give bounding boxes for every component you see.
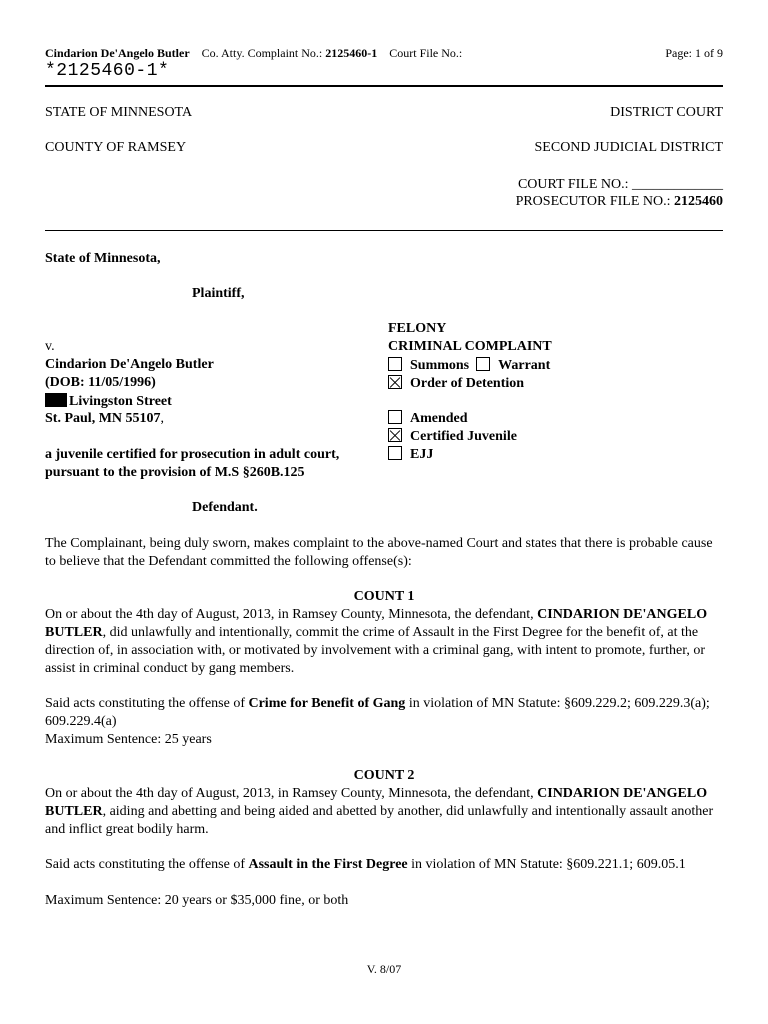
warrant-label: Warrant: [498, 358, 551, 373]
count-2-text-after: , aiding and abetting and being aided and abetted by another, did unlawfully and intentionally assault another and inflict great bodily harm.: [45, 804, 714, 837]
prosecutor-file-value: 2125460: [674, 194, 723, 209]
plaintiff-label: Plaintiff,: [192, 286, 245, 301]
count-2-offense-name: Assault in the First Degree: [248, 857, 408, 872]
plaintiff-name: State of Minnesota,: [45, 251, 161, 266]
zip-comma: ,: [160, 411, 165, 426]
zip-text: , MN 55107: [91, 411, 161, 426]
order-of-detention-checkbox[interactable]: [388, 375, 402, 389]
warrant-checkbox[interactable]: [476, 357, 490, 371]
header-defendant-name: Cindarion De'Angelo Butler: [45, 46, 190, 60]
felony-label: FELONY: [388, 321, 447, 336]
detention-row: [388, 375, 524, 392]
defendant-street: [45, 393, 172, 410]
amended-checkbox[interactable]: [388, 410, 402, 424]
count-1-offense: [45, 695, 725, 731]
count-1-heading: COUNT 1: [353, 589, 415, 604]
certified-juvenile-row: [388, 428, 517, 445]
count-2-heading: COUNT 2: [353, 768, 415, 783]
defendant-dob: (DOB: 11/05/1996): [45, 375, 156, 390]
prosecutor-file-label: PROSECUTOR FILE NO.:: [515, 194, 671, 209]
count-1-body: [45, 606, 725, 678]
barcode-text: *2125460-1*: [45, 61, 170, 81]
caption-rule: [45, 230, 723, 231]
summons-warrant-row: [388, 357, 550, 374]
defendant-label: Defendant.: [192, 500, 258, 515]
count-1-offense-prefix: Said acts constituting the offense of: [45, 696, 249, 711]
amended-row: [388, 410, 468, 427]
caption-district: SECOND JUDICIAL DISTRICT: [534, 140, 723, 155]
header-complaint-number: 2125460-1: [325, 46, 378, 60]
caption-court: DISTRICT COURT: [610, 105, 723, 120]
redaction-box: [45, 393, 67, 407]
count-1-statute: in violation of MN Statute: §609.229.2; 609.229.3(a); 609.229.4(a): [45, 696, 710, 729]
count-2-statute: in violation of MN Statute: §609.221.1; 609.05.1: [407, 857, 686, 872]
ejj-checkbox[interactable]: [388, 446, 402, 460]
summons-label: Summons: [410, 358, 470, 373]
juvenile-note-line1: a juvenile certified for prosecution in adult court,: [45, 447, 340, 462]
defendant-name: Cindarion De'Angelo Butler: [45, 357, 214, 372]
court-file-number: COURT FILE NO.: _____________: [517, 177, 723, 192]
count-1-text-before: On or about the 4th day of August, 2013, in Ramsey County, Minnesota, the defendant,: [45, 607, 538, 622]
count-1-offense-name: Crime for Benefit of Gang: [248, 696, 406, 711]
juvenile-note-line2: pursuant to the provision of M.S §260B.125: [45, 465, 305, 480]
count-1-text-after: , did unlawfully and intentionally, commit the crime of Assault in the First Degree for the benefit of, at the direction of, in association with, or motivated by involvement with a criminal gang, with intent to promote, further, or assist in criminal conduct by gang members.: [45, 625, 706, 676]
count-2-defendant: CINDARION DE'ANGELO BUTLER: [45, 786, 708, 819]
count-2-offense-prefix: Said acts constituting the offense of: [45, 857, 249, 872]
ejj-row: [388, 446, 433, 463]
versus-label: v.: [45, 339, 55, 354]
prosecutor-file-number: [516, 194, 723, 210]
complaint-title: CRIMINAL COMPLAINT: [388, 339, 552, 354]
ejj-label: EJJ: [410, 447, 434, 462]
count-2-text-before: On or about the 4th day of August, 2013, in Ramsey County, Minnesota, the defendant,: [45, 786, 538, 801]
intro-paragraph: The Complainant, being duly sworn, makes complaint to the above-named Court and states that there is probable cause to believe that the Defendant committed the following offense(s):: [45, 536, 713, 569]
page-number: Page: 1 of 9: [665, 46, 723, 60]
header-court-file-label: Court File No.:: [389, 46, 463, 60]
street-text: Livingston Street: [69, 394, 172, 409]
defendant-city: [45, 411, 164, 427]
certified-juvenile-label: Certified Juvenile: [410, 429, 517, 444]
caption-state: STATE OF MINNESOTA: [45, 105, 193, 120]
header-rule: [45, 85, 723, 87]
count-1-max-sentence: Maximum Sentence: 25 years: [45, 732, 212, 747]
order-of-detention-label: Order of Detention: [410, 376, 525, 391]
version-footer: V. 8/07: [366, 962, 402, 976]
caption-county: COUNTY OF RAMSEY: [45, 140, 187, 155]
count-2-offense: [45, 856, 725, 874]
amended-label: Amended: [410, 411, 468, 426]
certified-juvenile-checkbox[interactable]: [388, 428, 402, 442]
count-1-defendant: CINDARION DE'ANGELO BUTLER: [45, 607, 708, 640]
count-2-body: [45, 785, 725, 839]
page-header: [45, 46, 462, 61]
header-complaint-label: Co. Atty. Complaint No.:: [201, 46, 323, 60]
count-2-max-sentence: Maximum Sentence: 20 years or $35,000 fine, or both: [45, 893, 349, 908]
summons-checkbox[interactable]: [388, 357, 402, 371]
city-text: St. Paul: [45, 411, 92, 426]
